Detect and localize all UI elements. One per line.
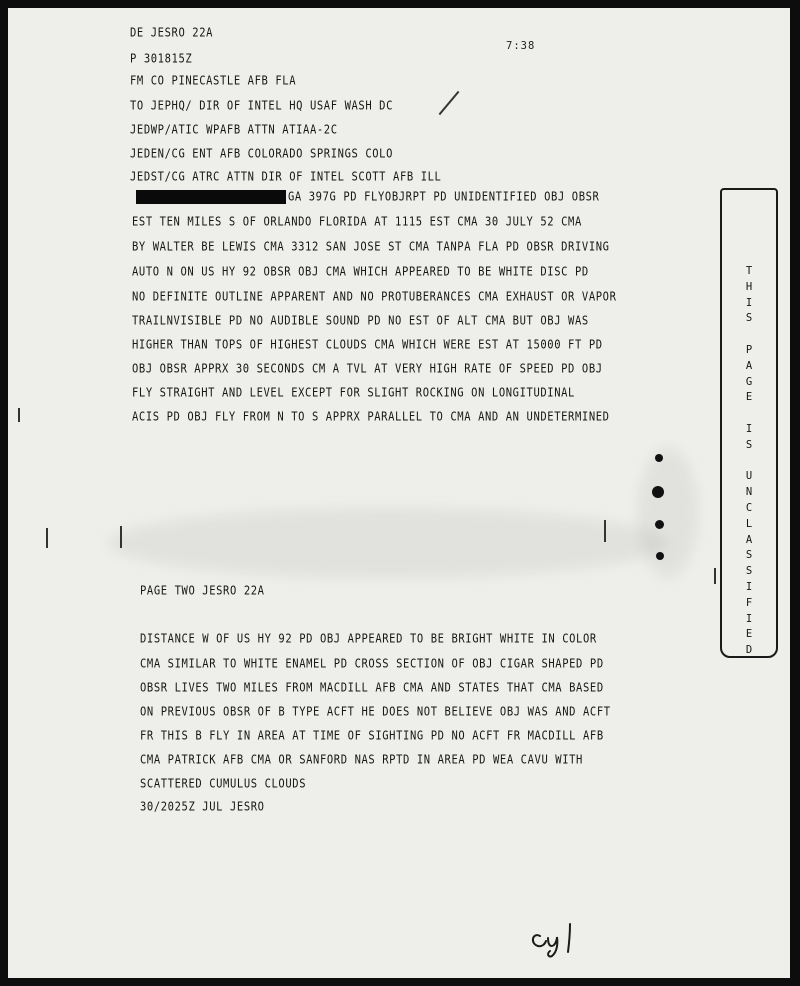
stamp-letter: I [745,422,753,435]
body-line: DISTANCE W OF US HY 92 PD OBJ APPEARED TO BE BRIGHT WHITE IN COLOR [140,632,597,646]
stamp-letter: I [745,580,753,593]
stamp-letter: P [745,343,753,356]
stamp-letter [722,454,776,470]
stamp-letter: S [745,312,753,325]
scan-artifact [18,408,20,422]
stamp-letter: A [745,533,753,546]
scan-artifact [714,568,716,584]
header-line: JEDWP/ATIC WPAFB ATTN ATIAA-2C [130,123,338,137]
classification-stamp [720,188,778,658]
stamp-letter: T [745,265,753,277]
body-line: NO DEFINITE OUTLINE APPARENT AND NO PROTUBERANCES CMA EXHAUST OR VAPOR [132,290,617,304]
stamp-letter: S [745,565,753,578]
body-line: GA 397G PD FLYOBJRPT PD UNIDENTIFIED OBJ OBSR [288,190,600,204]
scan-smudge [638,448,698,578]
stamp-letter: F [745,596,753,609]
document-page [8,8,790,978]
scan-artifact [439,91,460,115]
body-line: AUTO N ON US HY 92 OBSR OBJ CMA WHICH APPEARED TO BE WHITE DISC PD [132,265,589,279]
stamp-letter: S [745,549,753,562]
body-line: 30/2025Z JUL JESRO [140,800,265,814]
classification-text [722,264,776,659]
body-line: ACIS PD OBJ FLY FROM N TO S APPRX PARALLEL TO CMA AND AN UNDETERMINED [132,410,610,424]
stamp-number: 7:38 [506,40,536,52]
stamp-letter: E [745,391,753,404]
body-line: SCATTERED CUMULUS CLOUDS [140,777,307,791]
body-line: OBSR LIVES TWO MILES FROM MACDILL AFB CMA AND STATES THAT CMA BASED [140,681,604,695]
stamp-letter: D [745,644,753,657]
stamp-letter [722,327,776,343]
body-line: CMA SIMILAR TO WHITE ENAMEL PD CROSS SECTION OF OBJ CIGAR SHAPED PD [140,657,604,671]
header-line: DE JESRO 22A [130,26,214,40]
body-line: OBJ OBSR APPRX 30 SECONDS CM A TVL AT VERY HIGH RATE OF SPEED PD OBJ [132,362,603,376]
binder-hole-mark [652,486,664,498]
stamp-letter: L [745,517,753,530]
redaction-bar [136,190,286,204]
stamp-letter: C [745,501,753,514]
body-line: TRAILNVISIBLE PD NO AUDIBLE SOUND PD NO EST OF ALT CMA BUT OBJ WAS [132,314,589,328]
scan-smudge [108,508,668,578]
body-line: CMA PATRICK AFB CMA OR SANFORD NAS RPTD IN AREA PD WEA CAVU WITH [140,753,583,767]
stamp-letter: S [745,438,753,451]
stamp-letter [722,406,776,422]
binder-hole-mark [656,552,664,560]
binder-hole-mark [655,520,664,529]
stamp-letter: N [745,486,753,499]
stamp-letter: G [745,375,753,388]
body-line: ON PREVIOUS OBSR OF B TYPE ACFT HE DOES NOT BELIEVE OBJ WAS AND ACFT [140,705,611,719]
stamp-letter: A [745,359,753,372]
scan-artifact [46,528,48,548]
header-line: FM CO PINECASTLE AFB FLA [130,74,297,88]
header-line: TO JEPHQ/ DIR OF INTEL HQ USAF WASH DC [130,99,394,113]
stamp-letter: I [745,296,753,309]
body-line: HIGHER THAN TOPS OF HIGHEST CLOUDS CMA WHICH WERE EST AT 15000 FT PD [132,338,603,352]
binder-hole-mark [655,454,663,462]
scan-artifact [604,520,606,542]
stamp-letter: U [745,470,753,483]
header-line: JEDST/CG ATRC ATTN DIR OF INTEL SCOTT AFB ILL [130,170,442,184]
scan-artifact [120,526,122,548]
stamp-letter: E [745,628,753,641]
body-line: FR THIS B FLY IN AREA AT TIME OF SIGHTING PD NO ACFT FR MACDILL AFB [140,729,604,743]
handwritten-signature [526,918,596,958]
stamp-letter: I [745,612,753,625]
stamp-letter: H [745,280,753,293]
body-line: BY WALTER BE LEWIS CMA 3312 SAN JOSE ST CMA TANPA FLA PD OBSR DRIVING [132,240,610,254]
body-line: EST TEN MILES S OF ORLANDO FLORIDA AT 1115 EST CMA 30 JULY 52 CMA [132,215,582,229]
header-line: JEDEN/CG ENT AFB COLORADO SPRINGS COLO [130,147,394,161]
page-two-heading: PAGE TWO JESRO 22A [140,584,265,598]
header-line: P 301815Z [130,52,193,66]
body-line: FLY STRAIGHT AND LEVEL EXCEPT FOR SLIGHT ROCKING ON LONGITUDINAL [132,386,575,400]
